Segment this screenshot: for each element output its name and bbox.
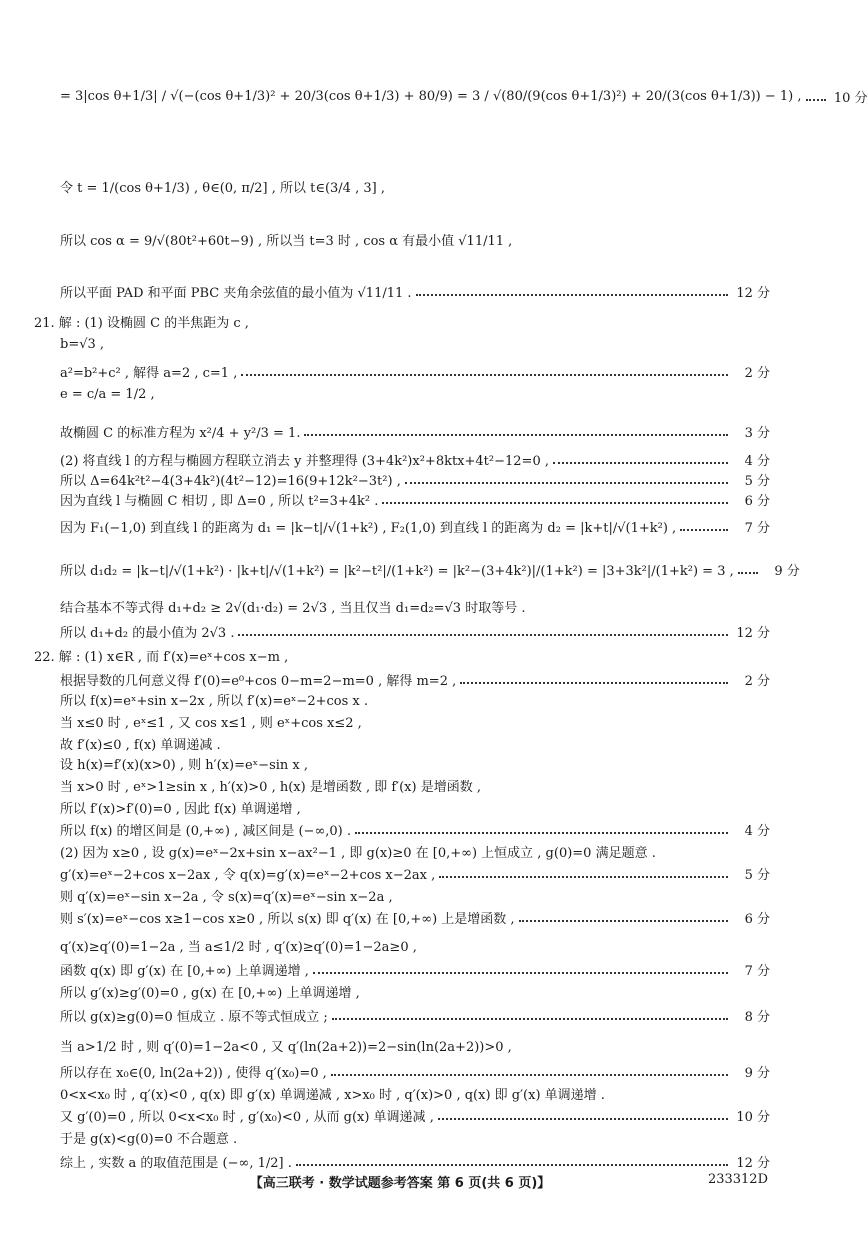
line-text: 21. 解 : (1) 设椭圆 C 的半焦距为 c ,: [34, 316, 249, 331]
leader-dots: [806, 98, 826, 101]
line-text: 当 x≤0 时 , eˣ≤1 , 又 cos x≤1 , 则 eˣ+cos x≤2 ,: [60, 716, 362, 731]
solution-line: [34, 646, 770, 665]
score-mark: 9 分: [744, 1066, 770, 1081]
line-text: 于是 g(x)<g(0)=0 不合题意 .: [60, 1132, 238, 1147]
solution-line: [60, 282, 770, 301]
line-text: 所以存在 x₀∈(0, ln(2a+2)) , 使得 q′(x₀)=0 ,: [60, 1066, 327, 1081]
score-mark: 7 分: [744, 521, 770, 536]
line-text: 所以平面 PAD 和平面 PBC 夹角余弦值的最小值为 √11/11 .: [60, 286, 412, 301]
leader-dots: [439, 875, 728, 878]
score-mark: 4 分: [744, 454, 770, 469]
leader-dots: [382, 501, 728, 504]
line-text: 所以 Δ=64k²t²−4(3+4k²)(4t²−12)=16(9+12k²−3t²) ,: [60, 474, 401, 489]
score-mark: 10 分: [736, 1110, 770, 1125]
solution-line: [60, 1106, 770, 1125]
leader-dots: [332, 1017, 728, 1020]
line-text: 0<x<x₀ 时 , q′(x)<0 , q(x) 即 g′(x) 单调递减 , x>x₀ 时 , q′(x)>0 , q(x) 即 g′(x) 单调递增 .: [60, 1088, 605, 1103]
line-text: 则 q′(x)=eˣ−sin x−2a , 令 s(x)=q′(x)=eˣ−sin x−2a ,: [60, 890, 393, 905]
leader-dots: [738, 571, 758, 574]
score-mark: 7 分: [744, 964, 770, 979]
solution-line: [34, 312, 770, 331]
line-text: 所以 d₁d₂ = |k−t|/√(1+k²) · |k+t|/√(1+k²) = |k²−t²|/(1+k²) = |k²−(3+4k²)|/(1+k²) = |3+3k²|/(1+k²) = 3 ,: [60, 564, 734, 579]
document-code: 233312D: [707, 1172, 768, 1187]
line-text: 所以 d₁+d₂ 的最小值为 2√3 .: [60, 626, 235, 641]
solution-line: [60, 560, 800, 579]
score-mark: 12 分: [736, 626, 770, 641]
score-mark: 10 分: [833, 91, 868, 106]
solution-line: [60, 1084, 770, 1103]
line-text: q′(x)≥q′(0)=1−2a , 当 a≤1/2 时 , q′(x)≥q′(0)=1−2a≥0 ,: [60, 940, 417, 955]
leader-dots: [241, 373, 728, 376]
line-text: 函数 q(x) 即 g′(x) 在 [0,+∞) 上单调递增 ,: [60, 964, 309, 979]
leader-dots: [460, 681, 728, 684]
score-mark: 12 分: [736, 286, 770, 301]
line-text: 所以 f′(x)>f′(0)=0 , 因此 f(x) 单调递增 ,: [60, 802, 301, 817]
solution-line: [60, 230, 770, 249]
leader-dots: [296, 1163, 728, 1166]
score-mark: 6 分: [744, 912, 770, 927]
score-mark: 2 分: [744, 674, 770, 689]
line-text: 所以 cos α = 9/√(80t²+60t−9) , 所以当 t=3 时 , cos α 有最小值 √11/11 ,: [60, 234, 513, 249]
line-text: 因为 F₁(−1,0) 到直线 l 的距离为 d₁ = |k−t|/√(1+k²) , F₂(1,0) 到直线 l 的距离为 d₂ = |k+t|/√(1+k²) ,: [60, 521, 677, 536]
solution-line: [60, 1128, 770, 1147]
line-text: 设 h(x)=f′(x)(x>0) , 则 h′(x)=eˣ−sin x ,: [60, 758, 308, 773]
solution-line: [60, 177, 770, 196]
solution-line: [60, 936, 770, 955]
page-footer: 【高三联考 · 数学试题参考答案 第 6 页(共 6 页)】: [249, 1176, 551, 1191]
line-text: 故 f′(x)≤0 , f(x) 单调递减 .: [60, 738, 221, 753]
score-mark: 6 分: [744, 494, 770, 509]
solution-line: [60, 1152, 770, 1171]
solution-line: [60, 690, 770, 709]
solution-line: [60, 597, 770, 616]
line-text: a²=b²+c² , 解得 a=2 , c=1 ,: [60, 366, 238, 381]
leader-dots: [238, 633, 728, 636]
leader-dots: [304, 433, 728, 436]
solution-line: [60, 1036, 770, 1055]
score-mark: 5 分: [744, 474, 770, 489]
solution-line: [60, 490, 770, 509]
line-text: 22. 解 : (1) x∈R , 而 f′(x)=eˣ+cos x−m ,: [34, 650, 289, 665]
solution-line: [60, 87, 868, 106]
score-mark: 9 分: [774, 564, 800, 579]
solution-line: [60, 712, 770, 731]
solution-line: [60, 670, 770, 689]
leader-dots: [553, 461, 728, 464]
line-text: 又 g′(0)=0 , 所以 0<x<x₀ 时 , g′(x₀)<0 , 从而 g(x) 单调递减 ,: [60, 1110, 434, 1125]
score-mark: 2 分: [744, 366, 770, 381]
solution-line: [60, 450, 770, 469]
score-mark: 5 分: [744, 868, 770, 883]
line-text: 所以 g(x)≥g(0)=0 恒成立 . 原不等式恒成立 ;: [60, 1010, 328, 1025]
solution-line: [60, 776, 770, 795]
leader-dots: [355, 831, 728, 834]
solution-line: [60, 864, 770, 883]
leader-dots: [405, 481, 728, 484]
solution-line: [60, 908, 770, 927]
solution-line: [60, 337, 770, 352]
leader-dots: [313, 971, 728, 974]
score-mark: 4 分: [744, 824, 770, 839]
line-text: 则 s′(x)=eˣ−cos x≥1−cos x≥0 , 所以 s(x) 即 q′(x) 在 [0,+∞) 上是增函数 ,: [60, 912, 515, 927]
line-text: g′(x)=eˣ−2+cos x−2ax , 令 q(x)=g′(x)=eˣ−2+cos x−2ax ,: [60, 868, 436, 883]
solution-line: [60, 622, 770, 641]
leader-dots: [519, 919, 728, 922]
solution-line: [60, 1006, 770, 1025]
line-text: 结合基本不等式得 d₁+d₂ ≥ 2√(d₁·d₂) = 2√3 , 当且仅当 d₁=d₂=√3 时取等号 .: [60, 601, 526, 616]
line-text: (2) 将直线 l 的方程与椭圆方程联立消去 y 并整理得 (3+4k²)x²+8ktx+4t²−12=0 ,: [60, 454, 549, 469]
line-text: 所以 g′(x)≥g′(0)=0 , g(x) 在 [0,+∞) 上单调递增 ,: [60, 986, 360, 1001]
solution-line: [60, 734, 770, 753]
solution-line: [60, 754, 770, 773]
solution-line: [60, 362, 770, 381]
line-text: b=√3 ,: [60, 337, 105, 352]
leader-dots: [680, 528, 728, 531]
line-text: (2) 因为 x≥0 , 设 g(x)=eˣ−2x+sin x−ax²−1 , 即 g(x)≥0 在 [0,+∞) 上恒成立 , g(0)=0 满足题意 .: [60, 846, 656, 861]
line-text: 故椭圆 C 的标准方程为 x²/4 + y²/3 = 1.: [60, 426, 301, 441]
solution-line: [60, 798, 770, 817]
line-text: = 3|cos θ+1/3| / √(−(cos θ+1/3)² + 20/3(cos θ+1/3) + 80/9) = 3 / √(80/(9(cos θ+1/3)²) + 20/(3(cos θ+1/3)) − 1) ,: [60, 89, 802, 104]
solution-line: [60, 387, 770, 402]
score-mark: 3 分: [744, 426, 770, 441]
solution-line: [60, 422, 770, 441]
leader-dots: [438, 1117, 728, 1120]
solution-line: [60, 820, 770, 839]
line-text: 当 x>0 时 , eˣ>1≥sin x , h′(x)>0 , h(x) 是增函数 , 即 f′(x) 是增函数 ,: [60, 780, 481, 795]
line-text: 因为直线 l 与椭圆 C 相切 , 即 Δ=0 , 所以 t²=3+4k² .: [60, 494, 379, 509]
solution-line: [60, 1062, 770, 1081]
solution-line: [60, 842, 770, 861]
solution-line: [60, 886, 770, 905]
solution-line: [60, 517, 770, 536]
line-text: 根据导数的几何意义得 f′(0)=e⁰+cos 0−m=2−m=0 , 解得 m=2 ,: [60, 674, 457, 689]
line-text: 当 a>1/2 时 , 则 q′(0)=1−2a<0 , 又 q′(ln(2a+2))=2−sin(ln(2a+2))>0 ,: [60, 1040, 512, 1055]
line-text: 令 t = 1/(cos θ+1/3) , θ∈(0, π/2] , 所以 t∈(3/4 , 3] ,: [60, 181, 385, 196]
line-text: 所以 f(x) 的增区间是 (0,+∞) , 减区间是 (−∞,0) .: [60, 824, 352, 839]
leader-dots: [416, 293, 728, 296]
score-mark: 12 分: [736, 1156, 770, 1171]
leader-dots: [331, 1073, 728, 1076]
solution-line: [60, 960, 770, 979]
solution-line: [60, 470, 770, 489]
score-mark: 8 分: [744, 1010, 770, 1025]
line-text: 综上 , 实数 a 的取值范围是 (−∞, 1/2] .: [60, 1156, 292, 1171]
line-text: e = c/a = 1/2 ,: [60, 387, 155, 402]
line-text: 所以 f(x)=eˣ+sin x−2x , 所以 f′(x)=eˣ−2+cos x .: [60, 694, 368, 709]
solution-line: [60, 982, 770, 1001]
